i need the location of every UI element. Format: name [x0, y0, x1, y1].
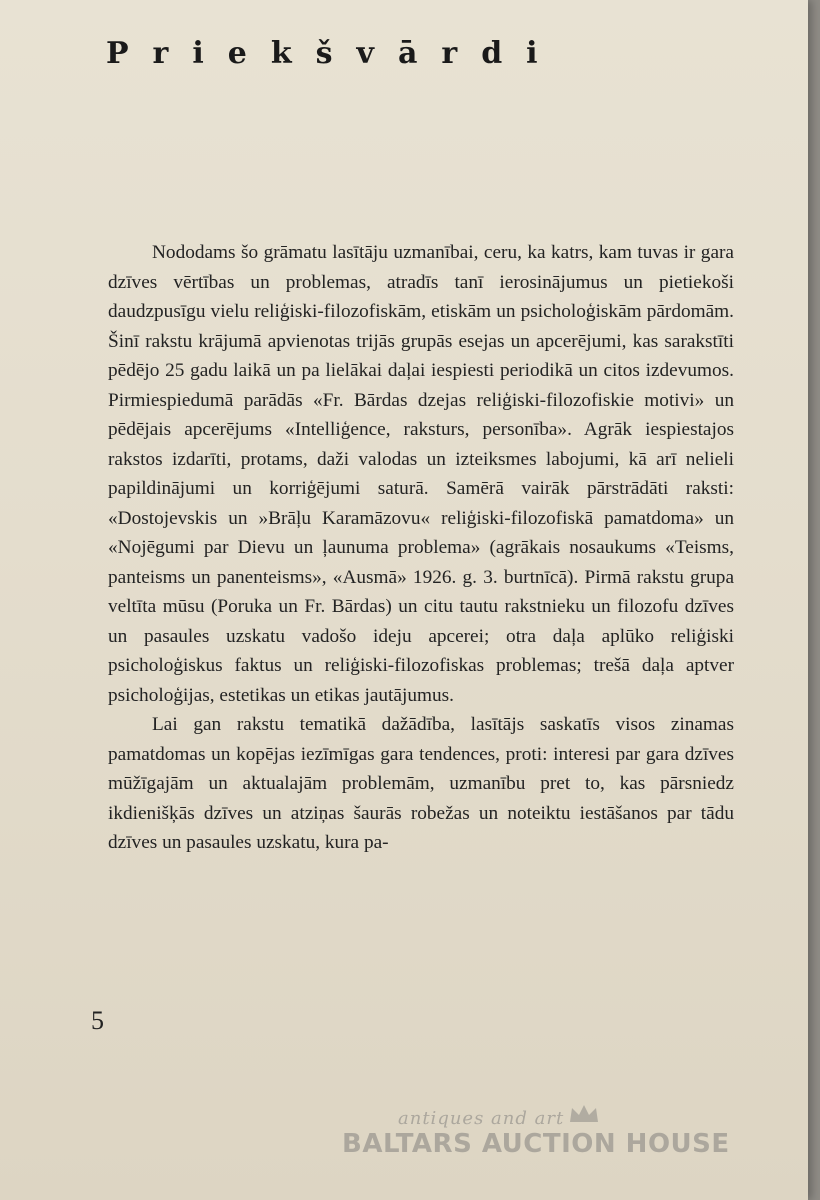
watermark-tagline: antiques and art: [398, 1108, 565, 1129]
watermark-name: BALTARS AUCTION HOUSE: [342, 1129, 730, 1159]
paragraph-2: Lai gan rakstu tematikā dažādība, lasītājs saskatīs visos zinamas pamatdomas un kopējas iezīmīgas gara tendences, proti: interesi par gara dzīves mūžīgajām un aktualajām problemām, uzmanību pret to, kas pārsniedz ikdienišķās dzīves un atziņas šaurās robežas un noteiktu iestāšanos par tādu dzīves un pasaules uzskatu, kura pa-: [108, 714, 734, 853]
paragraph-1: Nododams šo grāmatu lasītāju uzmanībai, ceru, ka katrs, kam tuvas ir gara dzīves vērtības un problemas, atradīs tanī ierosinājumus un pietiekoši daudzpusīgu vielu reliģiski-filozofiskām, etiskām un psicholoģiskām pārdomām. Šinī rakstu krājumā apvienotas trijās grupās esejas un apcerējumi, kas sarakstīti pēdējo 25 gadu laikā un pa lielākai daļai iespiesti periodikā un citos izdevumos. Pirmiespiedumā parādās «Fr. Bārdas dzejas reliģiski-filozofiskie motivi» un pēdējais apcerējums «Intelliģence, raksturs, personība». Agrāk iespiestajos rakstos izdarīti, protams, daži valodas un izteiksmes labojumi, kā arī nelieli papildinājumi un korriģējumi saturā. Samērā vairāk pārstrādāti raksti: «Dostojevskis un »Brāļu Karamāzovu« reliģiski-filozofiskā pamatdoma» un «Nojēgumi par Dievu un ļaunuma problema» (agrākais nosaukums «Teisms, panteisms un panenteisms», «Ausmā» 1926. g. 3. burtnīcā). Pirmā rakstu grupa veltīta mūsu (Poruka un Fr. Bārdas) un citu tautu rakstnieku un filozofu dzīves un pasaules uzskatu vadošo ideju apcerei; otra daļa aplūko reliģiski psicholoģiskus faktus un reliģiski-filozofiskas problemas; trešā daļa aptver psicholoģijas, estetikas un etikas jautājumus.: [108, 242, 734, 706]
page-heading: Priekšvārdi: [106, 36, 562, 71]
crown-icon: [568, 1102, 600, 1126]
auction-house-watermark: [342, 1108, 742, 1159]
page-number: 5: [91, 1006, 104, 1035]
body-text: [108, 238, 734, 858]
